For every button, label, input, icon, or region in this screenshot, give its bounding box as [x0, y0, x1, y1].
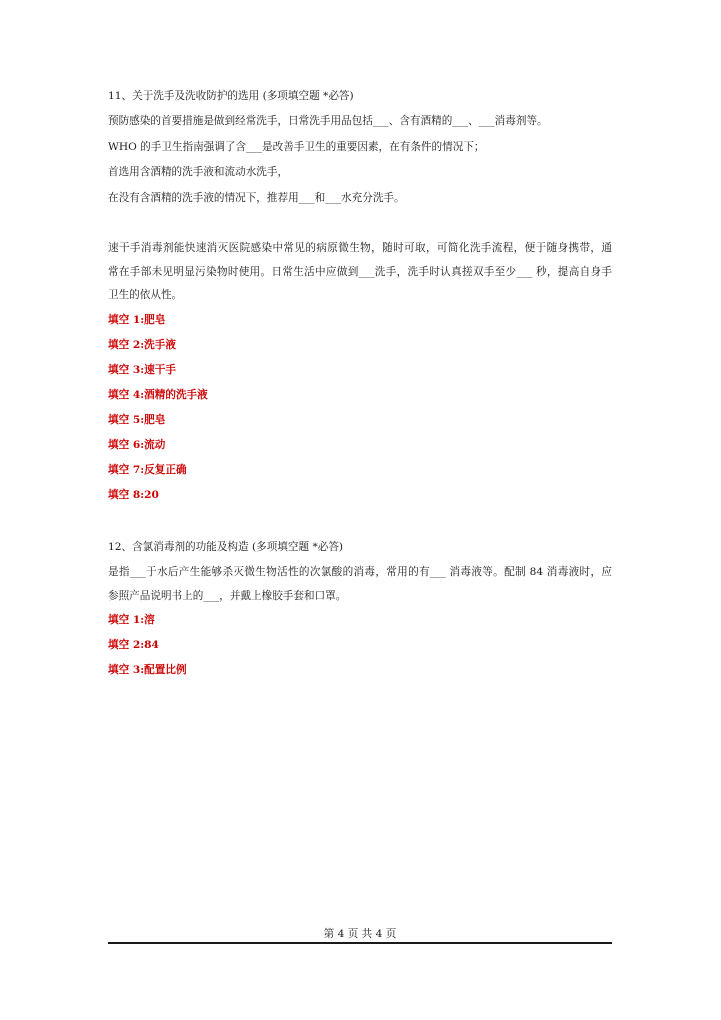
question-11 [108, 84, 612, 211]
answer-item: 填空 1:肥皂 [108, 314, 166, 326]
answer-item: 填空 2:洗手液 [108, 339, 176, 351]
passage-line: 卫生的依从性。 [108, 289, 183, 302]
answer-item: 填空 5:肥皂 [108, 414, 166, 426]
answer-item: 填空 4:酒精的洗手液 [108, 389, 208, 401]
question-stem-line: 首选用含酒精的洗手液和流动水洗手， [108, 166, 289, 179]
page-number-footer: 第 4 页 共 4 页 [323, 928, 397, 940]
question-stem-line: 在没有含酒精的洗手液的情况下，推荐用___和___水充分洗手。 [108, 191, 405, 204]
answer-item: 填空 3:配置比例 [108, 664, 187, 676]
question-12-passage [108, 560, 612, 608]
passage-line: 速干手消毒剂能快速消灭医院感染中常见的病原微生物，随时可取，可简化洗手流程，便于随身携带，通 [108, 242, 612, 254]
answer-item: 填空 3:速干手 [108, 364, 176, 376]
question-12 [108, 535, 612, 560]
question-12-answers [108, 608, 612, 683]
question-11-passage [108, 237, 612, 308]
passage-line: 是指___于水后产生能够杀灭微生物活性的次氯酸的消毒，常用的有___ 消毒液等。配制 84 消毒液时，应 [108, 566, 612, 578]
answer-item: 填空 1:溶 [108, 614, 155, 626]
question-11-answers [108, 308, 612, 508]
footer-rule [108, 942, 612, 944]
question-stem-line: WHO 的手卫生指南强调了含___是改善手卫生的重要因素，在有条件的情况下； [108, 140, 485, 153]
answer-item: 填空 2:84 [108, 639, 159, 651]
question-title: 12、含氯消毒剂的功能及构造 (多项填空题 *必答) [108, 541, 344, 553]
answer-item: 填空 7:反复正确 [108, 464, 187, 476]
passage-line: 常在手部未见明显污染物时使用。日常生活中应做到___洗手，洗手时认真搓双手至少___ 秒，提高自身手 [108, 265, 612, 278]
question-stem-line: 预防感染的首要措施是做到经常洗手，日常洗手用品包括___、含有酒精的___、___消毒剂等。 [108, 115, 548, 128]
answer-item: 填空 6:流动 [108, 439, 166, 451]
answer-item: 填空 8:20 [108, 489, 159, 501]
passage-line: 参照产品说明书上的___，并戴上橡胶手套和口罩。 [108, 590, 347, 602]
question-title: 11、关于洗手及洗收防护的选用 (多项填空题 *必答) [108, 90, 354, 102]
